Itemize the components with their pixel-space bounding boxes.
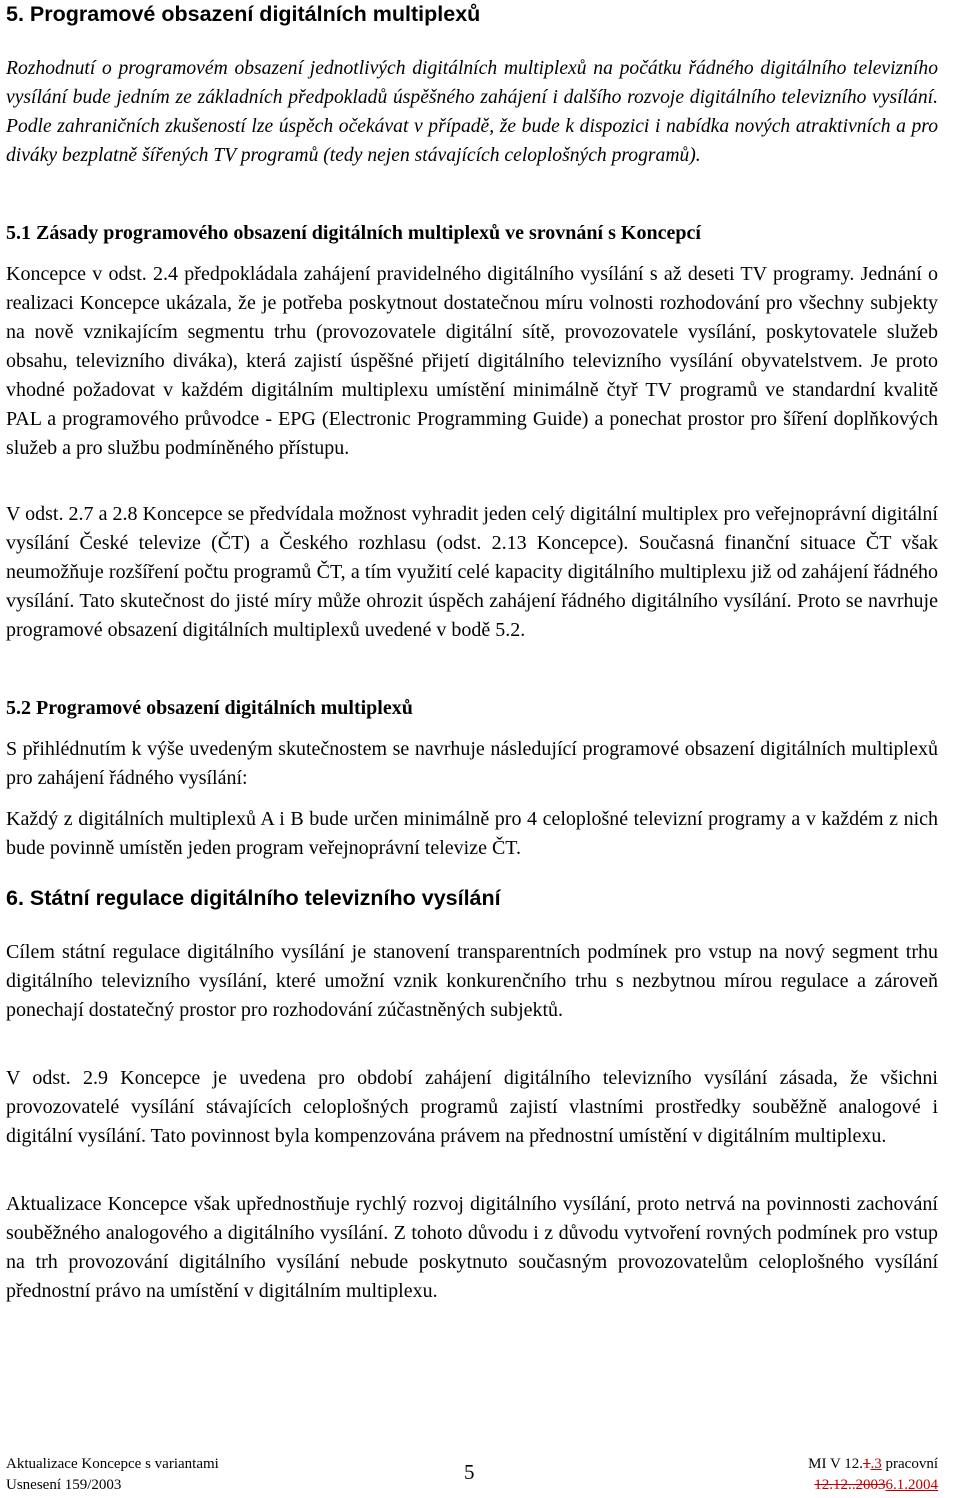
section-5-1-paragraph-2: V odst. 2.7 a 2.8 Koncepce se předvídala možnost vyhradit jeden celý digitální multiplex pro veřejnoprávní digitální vysílání České televize (ČT) a Českého rozhlasu (odst. 2.13 Koncepce). Současná finanční situace ČT však neumožňuje rozšíření počtu programů ČT, a tím využití celé kapacity digitálního multiplexu již od zahájení řádného vysílání. Tato skutečnost do jisté míry může ohrozit úspěch zahájení řádného digitálního vysílání. Proto se navrhuje programové obsazení digitálních multiplexů uvedené v bodě 5.2.: [6, 503, 938, 641]
section-5-1-heading: 5.1 Zásady programového obsazení digitálních multiplexů ve srovnání s Koncepcí: [6, 222, 701, 244]
footer-date-deleted: 12.12..2003: [814, 1477, 886, 1493]
section-6-heading: 6. Státní regulace digitálního televizního vysílání: [6, 886, 501, 910]
section-6-paragraph-3: Aktualizace Koncepce však upřednostňuje rychlý rozvoj digitálního vysílání, proto netrvá na povinnosti zachování souběžného analogového a digitálního vysílání. Z tohoto důvodu i z důvodu vytvoření rovných podmínek pro vstup na trh provozování digitálního vysílání nebude poskytnuto současným provozovatelům celoplošného vysílání přednostní právo na umístění v digitálním multiplexu.: [6, 1193, 938, 1302]
section-6-paragraph-2: V odst. 2.9 Koncepce je uvedena pro období zahájení digitálního televizního vysílání zásada, že všichni provozovatelé vysílání stávajících celoplošných programů zajistí vlastními prostředky souběžně analogové i digitální vysílání. Tato povinnost byla kompenzována právem na přednostní umístění v digitálním multiplexu.: [6, 1067, 938, 1147]
footer-document-title: Aktualizace Koncepce s variantami: [6, 1456, 219, 1472]
footer-right: [808, 1454, 938, 1496]
section-5-2-heading: 5.2 Programové obsazení digitálních multiplexů: [6, 697, 413, 719]
footer-version-deleted: 1: [863, 1456, 871, 1472]
page-number: 5: [464, 1460, 475, 1484]
footer-date-inserted: 6.1.2004: [885, 1477, 938, 1493]
section-5-2-paragraph-2: Každý z digitálních multiplexů A i B bude určen minimálně pro 4 celoplošné televizní programy a v každém z nich bude povinně umístěn jeden program veřejnoprávní televize ČT.: [6, 808, 938, 859]
section-5-2-paragraph-1: S přihlédnutím k výše uvedeným skutečnostem se navrhuje následující programové obsazení digitálních multiplexů pro zahájení řádného vysílání:: [6, 738, 938, 789]
footer-left: [6, 1454, 219, 1496]
section-6-paragraph-1: Cílem státní regulace digitálního vysílání je stanovení transparentních podmínek pro vstup na nový segment trhu digitálního televizního vysílání, které umožní vznik konkurenčního trhu s nezbytnou mírou regulace a zároveň ponechají dostatečný prostor pro rozhodování zúčastněných subjektů.: [6, 941, 938, 1021]
footer-resolution: Usnesení 159/2003: [6, 1477, 122, 1493]
footer-date: [808, 1475, 938, 1496]
footer-version: [808, 1454, 938, 1475]
footer-version-prefix: MI V 12.: [808, 1456, 864, 1472]
section-5-intro: Rozhodnutí o programovém obsazení jednotlivých digitálních multiplexů na počátku řádného digitálního televizního vysílání bude jedním ze základních předpokladů úspěšného zahájení i dalšího rozvoje digitálního televizního vysílání. Podle zahraničních zkušeností lze úspěch očekávat v případě, že bude k dispozici i nabídka nových atraktivních a pro diváky bezplatně šířených TV programů (tedy nejen stávajících celoplošných programů).: [6, 58, 938, 166]
footer-version-suffix: pracovní: [881, 1456, 938, 1472]
section-5-heading: 5. Programové obsazení digitálních multiplexů: [6, 2, 481, 26]
section-5-1-paragraph-1: Koncepce v odst. 2.4 předpokládala zahájení pravidelného digitálního vysílání s až deseti TV programy. Jednání o realizaci Koncepce ukázala, že je potřeba poskytnout dostatečnou míru volnosti rozhodování pro všechny subjekty na nově vznikajícím segmentu trhu (provozovatele digitální sítě, provozovatele vysílání, poskytovatele služeb obsahu, televizního diváka), která zajistí úspěšné přijetí digitálního televizního vysílání obyvatelstvem. Je proto vhodné požadovat v každém digitálním multiplexu umístění minimálně čtyř TV programů ve standardní kvalitě PAL a programového průvodce - EPG (Electronic Programming Guide) a ponechat prostor pro šíření doplňkových služeb a pro službu podmíněného přístupu.: [6, 263, 938, 459]
footer-version-inserted: .3: [870, 1456, 882, 1472]
